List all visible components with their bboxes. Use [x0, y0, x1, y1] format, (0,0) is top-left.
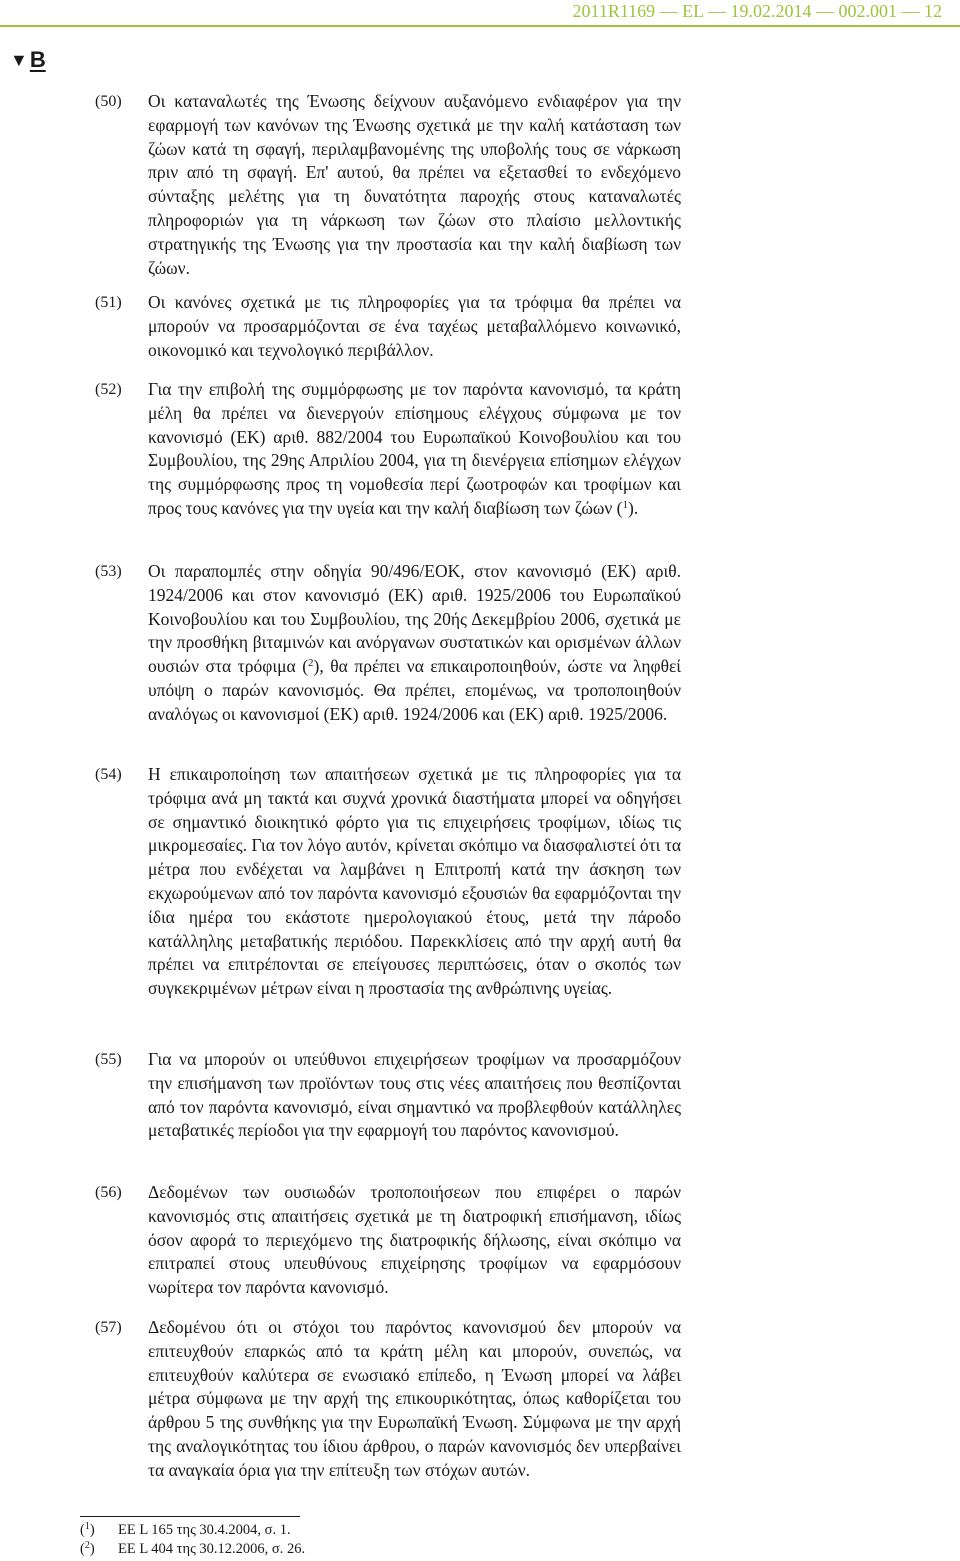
recital-number: (57) — [95, 1319, 122, 1336]
recital-text: Δεδομένου ότι οι στόχοι του παρόντος κανονισμού δεν μπορούν να επιτευχθούν επαρκώς από τα κράτη μέλη και μπορούν, συνεπώς, να επιτευχθούν καλύτερα σε ενωσιακό επίπεδο, η Ένωση μπορεί να λάβει μέτρα σύμφωνα με την αρχή της επικουρικότητας, όπως καθορίζεται του άρθρου 5 της συνθήκης για την Ευρωπαϊκή Ένωση. Σύμφωνα με την αρχή της αναλογικότητας του ίδιου άρθρου, ο παρών κανονισμός δεν υπερβαίνει τα αναγκαία όρια για την επίτευξη των στόχων αυτών. — [148, 1317, 681, 1480]
recital-text: Οι κανόνες σχετικά με τις πληροφορίες για τα τρόφιμα θα πρέπει να μπορούν να προσαρμόζονται σε ένα ταχέως μεταβαλλόμενο κοινωνικό, οικονομικό και τεχνολογικό περιβάλλον. — [148, 292, 681, 360]
footnote-mark: ($^2$) — [80, 1540, 95, 1557]
triangle-down-icon: ▼ — [10, 50, 28, 70]
footnote-mark: ($^1$) — [80, 1521, 95, 1538]
recital-text-body: Για την επιβολή της συμμόρφωσης με τον παρόντα κανονισμό, τα κράτη μέλη θα πρέπει να διενεργούν επίσημους ελέγχους σύμφωνα με τον κανονισμό (ΕΚ) αριθ. 882/2004 του Ευρωπαϊκού Κοινοβουλίου και του Συμβουλίου, της 29ης Απριλίου 2004, για τη διενέργεια επίσημων ελέγχων της συμμόρφωσης προς τη νομοθεσία περί ζωοτροφών και τροφίμων και προς τους κανόνες για την υγεία και την καλή διαβίωση των ζώων ( — [148, 379, 681, 518]
amendment-marker — [10, 48, 46, 72]
amendment-letter: B — [29, 47, 46, 72]
footnote-number: 2 — [84, 1540, 90, 1551]
footnote-2 — [80, 1540, 305, 1558]
footnote-1 — [80, 1521, 291, 1539]
recital-text — [148, 378, 681, 521]
recital-text: Η επικαιροποίηση των απαιτήσεων σχετικά με τις πληροφορίες για τα τρόφιμα ανά μη τακτά και συχνά χρονικά διαστήματα μπορεί να οδηγήσει σε σημαντικό διοικητικό φόρτο για τις επιχειρήσεις τροφίμων, ιδίως τις μικρομεσαίες. Για τον λόγο αυτόν, κρίνεται σκόπιμο να διασφαλιστεί ότι τα μέτρα που ενδέχεται να λαμβάνει η Επιτροπή κατά την άσκηση των εκχωρούμενων από τον παρόντα κανονισμό εξουσιών θα εφαρμόζονται την ίδια ημέρα του εκάστοτε ημερολογιακού έτους, μετά την πάροδο κατάλληλης μεταβατικής περιόδου. Παρεκκλίσεις από την αρχή αυτή θα πρέπει να επιτρέπονται σε επείγουσες περιπτώσεις, όταν ο σκοπός των συγκεκριμένων μέτρων είναι η προστασία της ανθρώπινης υγείας. — [148, 764, 681, 999]
recital-number: (51) — [95, 294, 122, 311]
recital-number: (52) — [95, 381, 122, 398]
footnote-separator — [80, 1516, 300, 1517]
footnote-text: ΕΕ L 165 της 30.4.2004, σ. 1. — [118, 1522, 291, 1538]
recital-number: (53) — [95, 563, 122, 580]
recital-text: Για να μπορούν οι υπεύθυνοι επιχειρήσεων τροφίμων να προσαρμόζουν την επισήμανση των προϊόντων τους στις νέες απαιτήσεις που θεσπίζονται από τον παρόντα κανονισμό, είναι σημαντικό να προβλεφθούν κατάλληλες μεταβατικές περίοδοι για την εφαρμογή του παρόντος κανονισμού. — [148, 1049, 681, 1141]
footnote-reference[interactable]: 2 — [308, 657, 314, 670]
recital-number: (50) — [95, 93, 122, 110]
header-rule — [0, 25, 960, 27]
running-header — [0, 0, 960, 34]
document-reference: 2011R1169 — EL — 19.02.2014 — 002.001 — 12 — [572, 1, 942, 21]
recital-text: Οι καταναλωτές της Ένωσης δείχνουν αυξανόμενο ενδιαφέρον για την εφαρμογή των κανόνων της Ένωσης σχετικά με την καλή κατάσταση των ζώων κατά τη σφαγή, περιλαμβανομένης της υποβολής τους σε νάρκωση πριν από τη σφαγή. Επ' αυτού, θα πρέπει να εξετασθεί το ενδεχόμενο σύνταξης μελέτης για τη δυνατότητα παροχής στους καταναλωτές πληροφοριών για τη νάρκωση των ζώων στο πλαίσιο μελλοντικής στρατηγικής της Ένωσης για την προστασία και την καλή διαβίωση των ζώων. — [148, 91, 681, 278]
recital-number: (54) — [95, 766, 122, 783]
footnote-reference[interactable]: 1 — [622, 498, 628, 511]
recital-text-body: Οι παραπομπές στην οδηγία 90/496/ΕΟΚ, στον κανονισμό (ΕΚ) αριθ. 1924/2006 και στον κανονισμό (ΕΚ) αριθ. 1925/2006 του Ευρωπαϊκού Κοινοβουλίου και του Συμβουλίου, της 20ής Δεκεμβρίου 2006, σχετικά με την προσθήκη βιταμινών και ανόργανων συστατικών και ορισμένων άλλων ουσιών στα τρόφιμα ( — [148, 561, 681, 677]
recital-text-tail: ), θα πρέπει να επικαιροποιηθούν, ώστε να ληφθεί υπόψη ο παρών κανονισμός. Θα πρέπει, επομένως, να τροποποιηθούν αναλόγως οι κανονισμοί (ΕΚ) αριθ. 1924/2006 και (ΕΚ) αριθ. 1925/2006. — [148, 656, 682, 724]
recital-number: (56) — [95, 1184, 122, 1201]
recital-text: Δεδομένων των ουσιωδών τροποποιήσεων που επιφέρει ο παρών κανονισμός στις απαιτήσεις σχετικά με τη διατροφική επισήμανση, ιδίως όσον αφορά το περιεχόμενο της διατροφικής δήλωσης, είναι σκόπιμο να επιτραπεί στους υπευθύνους επιχείρησης τροφίμων να εφαρμόσουν νωρίτερα τον παρόντα κανονισμό. — [148, 1182, 681, 1298]
recital-text-tail: ). — [628, 497, 639, 518]
recital-text — [148, 560, 681, 727]
recital-number: (55) — [95, 1051, 122, 1068]
footnote-number: 1 — [84, 1521, 90, 1532]
footnote-text: ΕΕ L 404 της 30.12.2006, σ. 26. — [118, 1541, 306, 1557]
